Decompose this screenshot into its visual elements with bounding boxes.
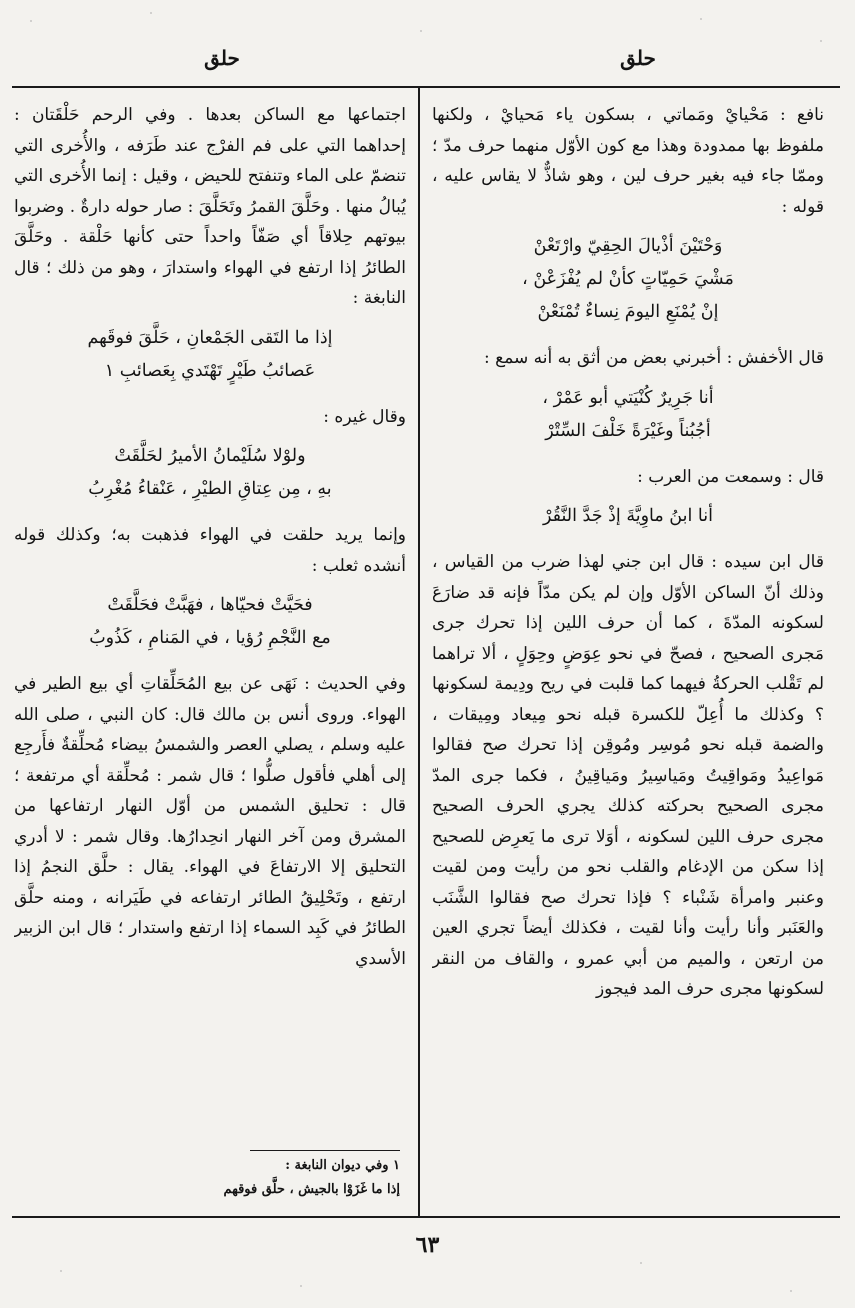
footnote-line-2: إذا ما غَزَوْا بالجيش ، حلَّق فوقهم (223, 1182, 400, 1197)
left-paragraph-2: وقال غيره : (323, 406, 406, 427)
right-paragraph-1: نافع : مَحْيايْ ومَماتي ، بسكون ياء مَحيايْ ، ولكنها ملفوظ بها ممدودة وهذا مع كون الأوّل منهما حرف مدّ ؛ وممّا جاء فيه بغير حرف لين ، وهو شاذٌّ لا يقاس عليه ، قوله : (432, 105, 824, 217)
left-column-header: حلق (204, 46, 240, 70)
right-paragraph-3: قال : وسمعت من العرب : (637, 466, 824, 487)
verse-line: إذا ما التَقى الجَمْعانِ ، حَلَّقَ فوقَهم (87, 327, 333, 348)
right-verse-2 (432, 382, 824, 448)
scan-speck (60, 1270, 62, 1272)
verse-line: فحَيَّتْ فحيّاها ، فهَبَّتْ فحَلَّقَتْ (107, 595, 313, 615)
page-number: ٦٣ (415, 1232, 440, 1258)
column-divider (418, 88, 420, 1216)
verse-line: ولوْلا سُلَيْمانُ الأميرُ لحَلَّقَتْ (114, 446, 306, 466)
right-verse-1 (432, 230, 824, 329)
verse-line: أنا جَرِيرٌ كُنْيَتي أبو عَمْرْ ، (542, 387, 714, 408)
left-column (14, 100, 406, 1146)
scan-speck (300, 1285, 302, 1287)
scan-speck (150, 12, 152, 14)
verse-line: مع النَّجْمِ رُؤيا ، في المَنامِ ، كَذُوبُ (89, 628, 331, 648)
left-paragraph-3: وإنما يريد حلقت في الهواء فذهبت به؛ وكذلك قوله أنشده ثعلب : (14, 525, 406, 576)
left-verse-2 (14, 440, 406, 506)
left-paragraph-1: اجتماعها مع الساكن بعدها . وفي الرحم حَلْقَتان : إحداهما التي على فم الفرْج عند طَرَفه ، والأُخرى التي تنضمّ على الماء وتنفتح للحيض ، وقيل : إنما الأُخرى التي يُبالُ منها . وحَلَّقَ القمرُ وتَحَلَّقَ : صار حوله دارةٌ . وضربوا بيوتهم حِلاقاً أي صَفّاً واحداً حتى كأنها حَلْقة . وحَلَّقَ الطائرُ إذا ارتفع في الهواء واستدارَ ، وهو من ذلك ؛ قال النابغة : (14, 105, 406, 308)
scan-speck (640, 1262, 642, 1264)
left-verse-3 (14, 589, 406, 655)
verse-line: أنا ابنُ ماوِيَّةَ إذْ جَدَّ النَّقُرْ (543, 506, 713, 526)
right-verse-3 (432, 500, 824, 533)
verse-line: بهِ ، مِن عِتاقِ الطيْرِ ، عَنْقاءُ مُغْرِبُ (88, 479, 332, 499)
verse-line: وَحْتَيْنَ أذْيالَ الحِقِيّ وارْتَعْنْ (533, 236, 723, 256)
left-verse-1 (14, 322, 406, 388)
right-paragraph-2: قال الأخفش : أخبرني بعض من أثق به أنه سمع : (484, 348, 824, 368)
scan-speck (30, 20, 32, 22)
verse-line: عَصائبُ طَيْرٍ تَهْتَدي بِعَصائبِ ١ (104, 360, 316, 381)
right-paragraph-4: قال ابن سيده : قال ابن جني لهذا ضرب من القياس ، وذلك أنّ الساكن الأوّل وإن لم يكن مدّاً فإنه قد ضارَعَ لسكونه المدّةَ ، كما أن حرف اللين إذا تحرك جرى مَجرى الصحيح ، فصحّ في نحو عِوَضٍ وحِوَلٍ ، ألا تراهما لم تَقْلب الحركةُ فيهما كما قلبت في ريح ودِيمة لسكونها ؟ وكذلك ما أُعِلّ للكسرة قبله نحو مِيعاد ومِيقات ، والضمة قبله نحو مُوسِر ومُوقِن إذا تحرك صح فقالوا مَواعِيدُ ومَواقِيتُ ومَياسِيرُ ومَياقِينُ ، فكما جرى المدّ مجرى الصحيح بحركته كذلك يجري الحرف الصحيح مجرى حرف اللين لسكونه ، أوَلا ترى ما يَعرِض للصحيح إذا سكن من الإدغام والقلب نحو من رأيت ومن لقيت وعنبر وامرأة شَنْباء ؟ فإذا تحرك صح فقالوا الشَّنَب والعَنَبر وأنا رأيت وأنا لقيت ، فكذلك أيضاً تجري العين من ارتعن ، والميم من أبي عمرو ، والقاف من النقر لسكونها مجرى حرف المد فيجوز (432, 552, 824, 999)
verse-line: إنْ يُمْنَعِ اليومَ نِساءٌ تُمْنَعْنْ (537, 302, 719, 322)
scan-speck (820, 40, 822, 42)
scan-speck (420, 30, 422, 32)
footnote (110, 1154, 400, 1202)
right-column (432, 100, 824, 1208)
scan-speck (790, 1290, 792, 1292)
right-column-header: حلق (620, 46, 656, 70)
verse-line: مَشْيَ حَمِيّاتٍ كأنْ لم يُفْزَعْنْ ، (522, 269, 734, 289)
footnote-line-1: ١ وفي ديوان النابغة : (285, 1158, 400, 1173)
scan-speck (700, 18, 702, 20)
top-rule (12, 86, 840, 88)
footnote-rule (250, 1150, 400, 1151)
bottom-rule (12, 1216, 840, 1218)
verse-line: أجُبُناً وغَيْرَةً خَلْفَ السِّتْرْ (545, 420, 711, 441)
left-paragraph-4: وفي الحديث : نَهَى عن بيع المُحَلِّقاتِ أي بيع الطير في الهواء. وروى أنس بن مالك قال: كان النبي ، صلى الله عليه وسلم ، يصلي العصر والشمسُ بيضاء مُحلِّقةٌ فأَرجِع إلى أهلي فأقول صلُّوا ؛ قال شمر : مُحلِّقة أي مرتفعة ؛ قال : تحليق الشمس من أوّل النهار ارتفاعها من المشرق ومن آخر النهار انحِدارُها. وقال شمر : لا أدري التحليق إلا الارتفاعَ في الهواء. يقال : حلَّق النجمُ إذا ارتفع ، وتَحْلِيقُ الطائر ارتفاعه في طَيَرانه ، ومنه حلَّق الطائرُ في كَبِد السماء إذا ارتفع واستدار ؛ قال ابن الزبير الأسدي (14, 674, 406, 969)
